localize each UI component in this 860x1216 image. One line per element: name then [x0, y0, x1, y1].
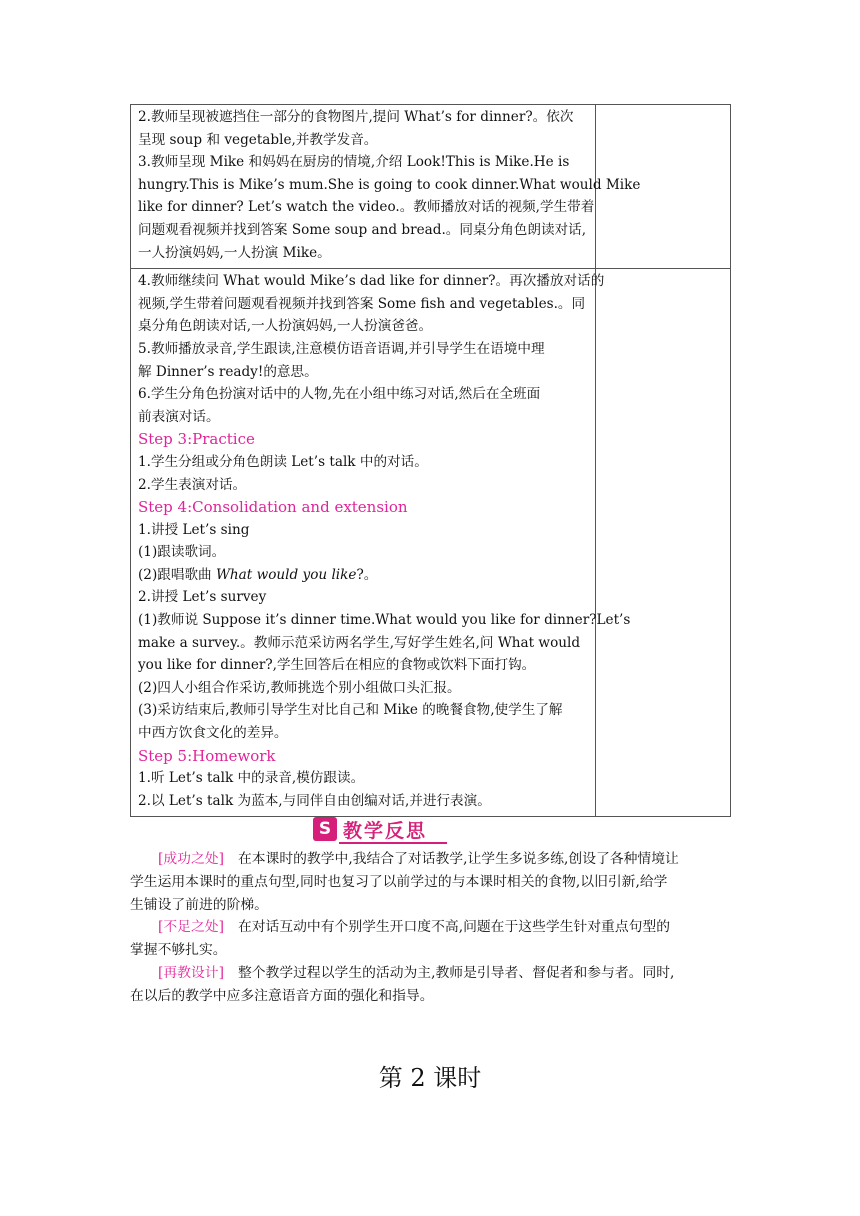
reflection-banner	[313, 815, 447, 845]
text-line: 2.学生表演对话。	[138, 476, 247, 493]
step-heading: Step 5:Homework	[138, 746, 276, 765]
step-heading: Step 3:Practice	[138, 430, 255, 449]
song-title: What would you like	[215, 566, 357, 583]
notes-cell	[596, 269, 730, 816]
table-row	[130, 105, 731, 269]
text-line: make a survey.。教师示范采访两名学生,写好学生姓名,问 What would	[138, 634, 581, 651]
text-segment: 在对话互动中有个别学生开口度不高,问题在于这些学生针对重点句型的	[237, 919, 671, 935]
text-segment: ?。	[356, 566, 378, 583]
text-segment: 掌握不够扎实。	[130, 941, 227, 958]
text-line: 5.教师播放录音,学生跟读,注意模仿语音语调,并引导学生在语境中理	[138, 340, 545, 357]
text-line: 1.听 Let’s talk 中的录音,模仿跟读。	[138, 770, 365, 787]
text-line: 桌分角色朗读对话,一人扮演妈妈,一人扮演爸爸。	[138, 318, 433, 335]
text-line: 2.讲授 Let’s survey	[138, 589, 267, 606]
text-segment: 生铺设了前进的阶梯。	[130, 896, 268, 913]
text-line: hungry.This is Mike’s mum.She is going to cook dinner.What would Mike	[138, 176, 641, 193]
text-line: 2.教师呈现被遮挡住一部分的食物图片,提问 What’s for dinner?。依次	[138, 109, 574, 125]
section-logo-icon: S	[313, 817, 337, 841]
text-line: (3)采访结束后,教师引导学生对比自己和 Mike 的晚餐食物,使学生了解	[138, 702, 563, 719]
text-line: 问题观看视频并找到答案 Some soup and bread.。同桌分角色朗读对话,	[138, 221, 587, 238]
text-segment: 在本课时的教学中,我结合了对话教学,让学生多说多练,创设了各种情境让	[237, 851, 679, 867]
text-line	[138, 564, 589, 587]
text-line: 解 Dinner’s ready!的意思。	[138, 363, 318, 380]
reflection-redesign	[130, 962, 730, 1008]
reflection-success	[130, 848, 730, 916]
text-line: 呈现 soup 和 vegetable,并教学发音。	[138, 131, 378, 148]
text-line: 视频,学生带着问题观看视频并找到答案 Some fish and vegetables.。同	[138, 295, 586, 312]
text-line: 3.教师呈现 Mike 和妈妈在厨房的情境,介绍 Look!This is Mike.He is	[138, 154, 570, 171]
text-line: 4.教师继续问 What would Mike’s dad like for dinner?。再次播放对话的	[138, 273, 605, 290]
banner-underline	[339, 842, 447, 844]
text-line: 一人扮演妈妈,一人扮演 Mike。	[138, 244, 331, 261]
reflection-weakness	[130, 916, 730, 962]
weak-tag: [不足之处]	[158, 919, 224, 935]
redesign-tag: [再教设计]	[158, 965, 224, 981]
text-line: like for dinner? Let’s watch the video.。教师播放对话的视频,学生带着	[138, 199, 595, 216]
procedure-cell	[131, 105, 641, 268]
text-segment: 学生运用本课时的重点句型,同时也复习了以前学过的与本课时相关的食物,以旧引新,给学	[130, 873, 668, 890]
text-line: (1)教师说 Suppose it’s dinner time.What would you like for dinner?Let’s	[138, 612, 631, 629]
text-line: (2)四人小组合作采访,教师挑选个别小组做口头汇报。	[138, 679, 461, 696]
lesson-heading: 第 2 课时	[378, 1064, 482, 1092]
text-line: 1.讲授 Let’s sing	[138, 521, 250, 538]
text-line: 中西方饮食文化的差异。	[138, 725, 288, 742]
text-line: 6.学生分角色扮演对话中的人物,先在小组中练习对话,然后在全班面	[138, 386, 541, 403]
success-tag: [成功之处]	[158, 851, 224, 867]
text-line: 2.以 Let’s talk 为蓝本,与同伴自由创编对话,并进行表演。	[138, 792, 491, 809]
text-line: you like for dinner?,学生回答后在相应的食物或饮料下面打钩。	[138, 657, 536, 674]
table-row	[130, 269, 731, 817]
banner-title: 教学反思	[343, 820, 428, 842]
notes-cell	[596, 105, 730, 268]
text-segment: 在以后的教学中应多注意语音方面的强化和指导。	[130, 987, 434, 1004]
text-line: (1)跟读歌词。	[138, 544, 226, 561]
lesson-plan-table	[130, 104, 731, 817]
step-heading: Step 4:Consolidation and extension	[138, 498, 408, 517]
text-line: 1.学生分组或分角色朗读 Let’s talk 中的对话。	[138, 453, 428, 470]
text-segment: 整个教学过程以学生的活动为主,教师是引导者、督促者和参与者。同时,	[237, 965, 675, 981]
text-segment: (2)跟唱歌曲	[138, 566, 216, 583]
text-line: 前表演对话。	[138, 408, 220, 425]
procedure-cell	[131, 269, 631, 816]
